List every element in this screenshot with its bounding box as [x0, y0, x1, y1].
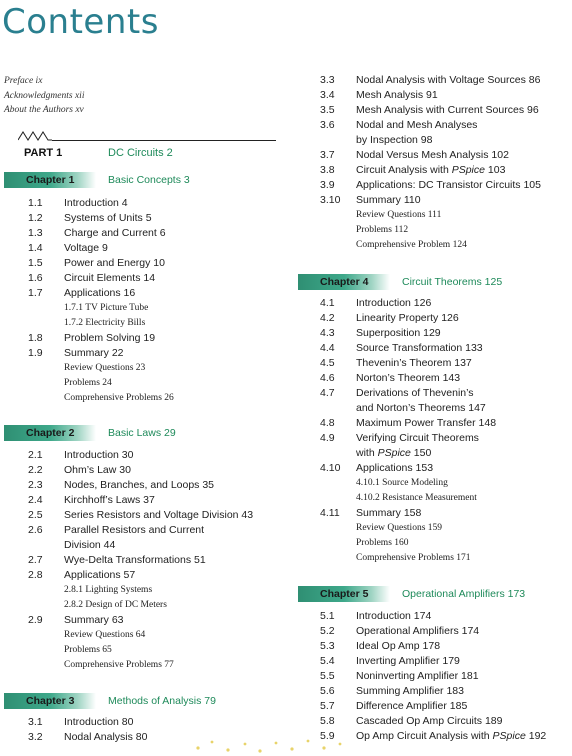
section-title: Operational Amplifiers 174: [356, 625, 480, 637]
section-title: Mesh Analysis with Current Sources 96: [356, 104, 539, 116]
section-number: 1.2: [28, 212, 43, 224]
chapter-label: Chapter 3: [26, 695, 75, 707]
section-number: 1.1: [28, 197, 43, 209]
section-number: 4.7: [320, 387, 335, 399]
section-number: 5.4: [320, 655, 335, 667]
section-title: Voltage 9: [64, 242, 108, 254]
section-number: 4.10: [320, 462, 341, 474]
section-title: Summing Amplifier 183: [356, 685, 464, 697]
chapter-title: Methods of Analysis 79: [108, 695, 216, 707]
section-title: Introduction 30: [64, 449, 134, 461]
section-number: 2.3: [28, 479, 43, 491]
chapter-label: Chapter 4: [320, 276, 369, 288]
toc-entry[interactable]: Problems 160: [356, 538, 409, 548]
zigzag-ornament-icon: [18, 128, 54, 144]
chapter-heading[interactable]: [298, 586, 572, 602]
section-number: 4.9: [320, 432, 335, 444]
section-number: 5.3: [320, 640, 335, 652]
section-number: 3.10: [320, 194, 341, 206]
section-title: Division 44: [64, 539, 116, 551]
toc-entry[interactable]: Review Questions 23: [64, 363, 146, 373]
toc-entry[interactable]: 1.7.2 Electricity Bills: [64, 318, 146, 328]
section-title: Introduction 4: [64, 197, 128, 209]
section-title: Circuit Elements 14: [64, 272, 156, 284]
section-title: Nodal Analysis with Voltage Sources 86: [356, 74, 541, 86]
toc-entry[interactable]: Comprehensive Problem 124: [356, 240, 467, 250]
section-title: Nodal and Mesh Analyses: [356, 119, 478, 131]
section-title: Applications: DC Transistor Circuits 105: [356, 179, 541, 191]
toc-entry[interactable]: 2.8.2 Design of DC Meters: [64, 600, 167, 610]
section-title: Charge and Current 6: [64, 227, 166, 239]
toc-entry[interactable]: Problems 65: [64, 645, 112, 655]
section-number: 3.5: [320, 104, 335, 116]
section-title: Noninverting Amplifier 181: [356, 670, 479, 682]
section-number: 5.7: [320, 700, 335, 712]
section-number: 2.7: [28, 554, 43, 566]
section-number: 4.1: [320, 297, 335, 309]
front-matter-item[interactable]: Acknowledgments xii: [4, 90, 85, 101]
section-title: Kirchhoff’s Laws 37: [64, 494, 155, 506]
section-number: 1.8: [28, 332, 43, 344]
section-number: 1.7: [28, 287, 43, 299]
section-number: 3.7: [320, 149, 335, 161]
section-title: Introduction 126: [356, 297, 432, 309]
part-label: PART 1: [24, 147, 63, 159]
section-number: 5.5: [320, 670, 335, 682]
toc-entry[interactable]: 2.8.1 Lighting Systems: [64, 585, 153, 595]
section-title: Summary 110: [356, 194, 421, 206]
section-title: Ohm’s Law 30: [64, 464, 131, 476]
toc-entry[interactable]: Comprehensive Problems 26: [64, 393, 174, 403]
section-number: 1.9: [28, 347, 43, 359]
section-number: 4.4: [320, 342, 335, 354]
section-number: 5.1: [320, 610, 335, 622]
section-number: 3.1: [28, 716, 43, 728]
section-title: Superposition 129: [356, 327, 441, 339]
section-title: Nodal Analysis 80: [64, 731, 148, 743]
section-number: 5.2: [320, 625, 335, 637]
front-matter-item[interactable]: Preface ix: [4, 76, 43, 86]
section-title: Problem Solving 19: [64, 332, 156, 344]
section-number: 3.4: [320, 89, 335, 101]
front-matter-item[interactable]: About the Authors xv: [4, 105, 84, 115]
section-number: 2.5: [28, 509, 43, 521]
front-matter-list: [4, 74, 84, 118]
section-number: 1.3: [28, 227, 43, 239]
section-title: Summary 63: [64, 614, 124, 626]
section-number: 4.8: [320, 417, 335, 429]
section-number: 1.4: [28, 242, 43, 254]
chapter-title: Circuit Theorems 125: [402, 276, 503, 288]
chapter-heading[interactable]: [4, 172, 280, 188]
section-title: Introduction 174: [356, 610, 432, 622]
section-number: 4.11: [320, 507, 340, 519]
toc-entry[interactable]: 4.10.2 Resistance Measurement: [356, 493, 477, 503]
section-title: Applications 153: [356, 462, 434, 474]
section-title: by Inspection 98: [356, 134, 433, 146]
section-title: Verifying Circuit Theorems: [356, 432, 479, 444]
section-title: Summary 158: [356, 507, 422, 519]
section-number: 4.6: [320, 372, 335, 384]
section-title: Difference Amplifier 185: [356, 700, 468, 712]
section-number: 2.2: [28, 464, 43, 476]
section-title: Derivations of Thevenin’s: [356, 387, 474, 399]
toc-entry[interactable]: 4.10.1 Source Modeling: [356, 478, 448, 488]
section-title: Maximum Power Transfer 148: [356, 417, 497, 429]
chapter-heading[interactable]: [4, 425, 280, 441]
chapter-label: Chapter 5: [320, 588, 369, 600]
section-number: 1.5: [28, 257, 43, 269]
section-title: Linearity Property 126: [356, 312, 459, 324]
section-number: 1.6: [28, 272, 43, 284]
page-title: Contents: [2, 2, 159, 42]
toc-entry[interactable]: Comprehensive Problems 77: [64, 660, 174, 670]
section-number: 3.8: [320, 164, 335, 176]
section-title: Mesh Analysis 91: [356, 89, 438, 101]
section-title: Systems of Units 5: [64, 212, 152, 224]
section-number: 4.5: [320, 357, 335, 369]
chapter-title: Basic Concepts 3: [108, 174, 190, 186]
part-divider: [52, 140, 276, 141]
section-title: Applications 16: [64, 287, 136, 299]
chapter-title: Operational Amplifiers 173: [402, 588, 526, 600]
section-title: Ideal Op Amp 178: [356, 640, 441, 652]
section-title: Source Transformation 133: [356, 342, 483, 354]
section-title: Introduction 80: [64, 716, 134, 728]
section-number: 5.9: [320, 730, 335, 742]
section-number: 3.2: [28, 731, 43, 743]
chapter-heading[interactable]: [4, 693, 280, 709]
section-title: and Norton’s Theorems 147: [356, 402, 486, 414]
toc-entry[interactable]: Review Questions 159: [356, 523, 443, 533]
section-title: Parallel Resistors and Current: [64, 524, 205, 536]
section-number: 3.9: [320, 179, 335, 191]
section-title: Power and Energy 10: [64, 257, 165, 269]
section-title: Cascaded Op Amp Circuits 189: [356, 715, 503, 727]
chapter-title: Basic Laws 29: [108, 427, 176, 439]
section-number: 2.1: [28, 449, 43, 461]
chapter-heading[interactable]: [298, 274, 572, 290]
section-title: Wye-Delta Transformations 51: [64, 554, 206, 566]
toc-entry[interactable]: Comprehensive Problems 171: [356, 553, 471, 563]
section-number: 2.4: [28, 494, 43, 506]
section-number: 3.6: [320, 119, 335, 131]
section-title: Summary 22: [64, 347, 124, 359]
section-number: 2.8: [28, 569, 43, 581]
section-title: Series Resistors and Voltage Division 43: [64, 509, 254, 521]
part-title: DC Circuits 2: [108, 147, 173, 159]
section-number: 4.2: [320, 312, 335, 324]
decorative-dots: [190, 736, 350, 756]
section-title: Nodes, Branches, and Loops 35: [64, 479, 215, 491]
toc-entry[interactable]: Problems 24: [64, 378, 112, 388]
section-title: Thevenin’s Theorem 137: [356, 357, 472, 369]
section-title: Applications 57: [64, 569, 136, 581]
part-heading[interactable]: [24, 146, 173, 160]
toc-entry[interactable]: Problems 112: [356, 225, 409, 235]
section-title: Circuit Analysis with PSpice 103: [356, 164, 506, 176]
toc-entry[interactable]: 1.7.1 TV Picture Tube: [64, 303, 149, 313]
section-number: 5.8: [320, 715, 335, 727]
section-number: 3.3: [320, 74, 335, 86]
section-title: Inverting Amplifier 179: [356, 655, 460, 667]
chapter-label: Chapter 1: [26, 174, 75, 186]
section-title: with PSpice 150: [356, 447, 432, 459]
section-number: 4.3: [320, 327, 335, 339]
section-title: Norton’s Theorem 143: [356, 372, 461, 384]
chapter-label: Chapter 2: [26, 427, 75, 439]
toc-entry[interactable]: Review Questions 111: [356, 210, 442, 220]
toc-entry[interactable]: Review Questions 64: [64, 630, 146, 640]
section-title: Op Amp Circuit Analysis with PSpice 192: [356, 730, 547, 742]
section-number: 2.6: [28, 524, 43, 536]
section-number: 2.9: [28, 614, 43, 626]
section-title: Nodal Versus Mesh Analysis 102: [356, 149, 509, 161]
section-number: 5.6: [320, 685, 335, 697]
